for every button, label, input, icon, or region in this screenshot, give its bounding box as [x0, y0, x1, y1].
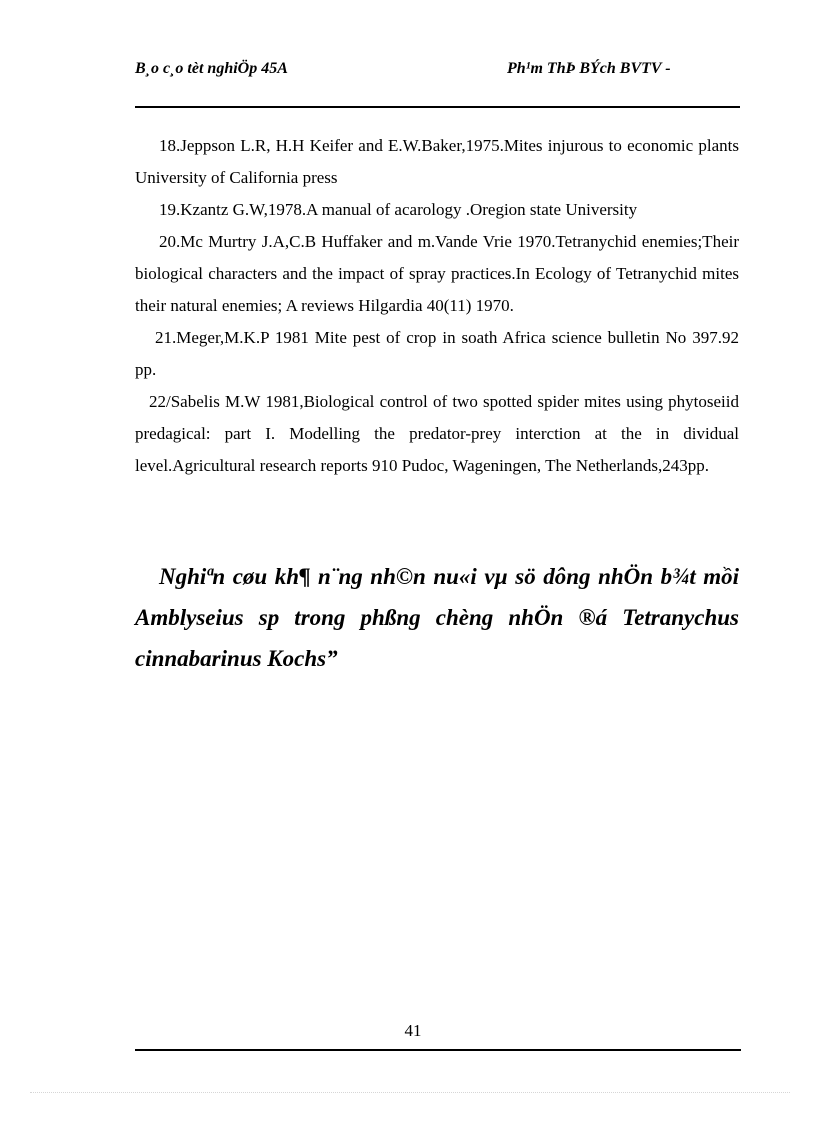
reference-21: 21.Meger,M.K.P 1981 Mite pest of crop in soath Africa science bulletin No 397.92 pp.	[135, 328, 739, 379]
reference-22: 22/Sabelis M.W 1981,Biological control of two spotted spider mites using phytoseiid predagical: part I. Modelling the predator-prey interction at the in dividual level.Agricultural research reports 910 Pudoc, Wageningen, The Netherlands,243pp.	[135, 392, 739, 475]
page-number: 41	[404, 1021, 422, 1040]
header-report-title: B¸o c¸o tèt nghiÖp 45A	[135, 60, 288, 77]
reference-18: 18.Jeppson L.R, H.H Keifer and E.W.Baker,1975.Mites injurous to economic plants University of California press	[135, 136, 739, 187]
header-rule	[135, 106, 740, 108]
header-author: Ph¹m ThÞ BÝch BVTV -	[507, 60, 671, 77]
thesis-title: Nghiªn cøu kh¶ n¨ng nh©n nu«i vµ sö dông nhÖn b¾t mồi Amblyseius sp trong phßng chèng nhÖn ®á Tetranychus cinnabarinus Kochs”	[135, 564, 739, 671]
page-header	[135, 58, 740, 104]
reference-19: 19.Kzantz G.W,1978.A manual of acarology .Oregion state University	[159, 200, 638, 219]
reference-list	[135, 130, 739, 482]
page-edge-divider	[30, 1092, 790, 1093]
footer-rule	[135, 1049, 741, 1051]
reference-20: 20.Mc Murtry J.A,C.B Huffaker and m.Vande Vrie 1970.Tetranychid enemies;Their biological characters and the impact of spray practices.In Ecology of Tetranychid mites their natural enemies; A reviews Hilgardia 40(11) 1970.	[135, 232, 739, 315]
